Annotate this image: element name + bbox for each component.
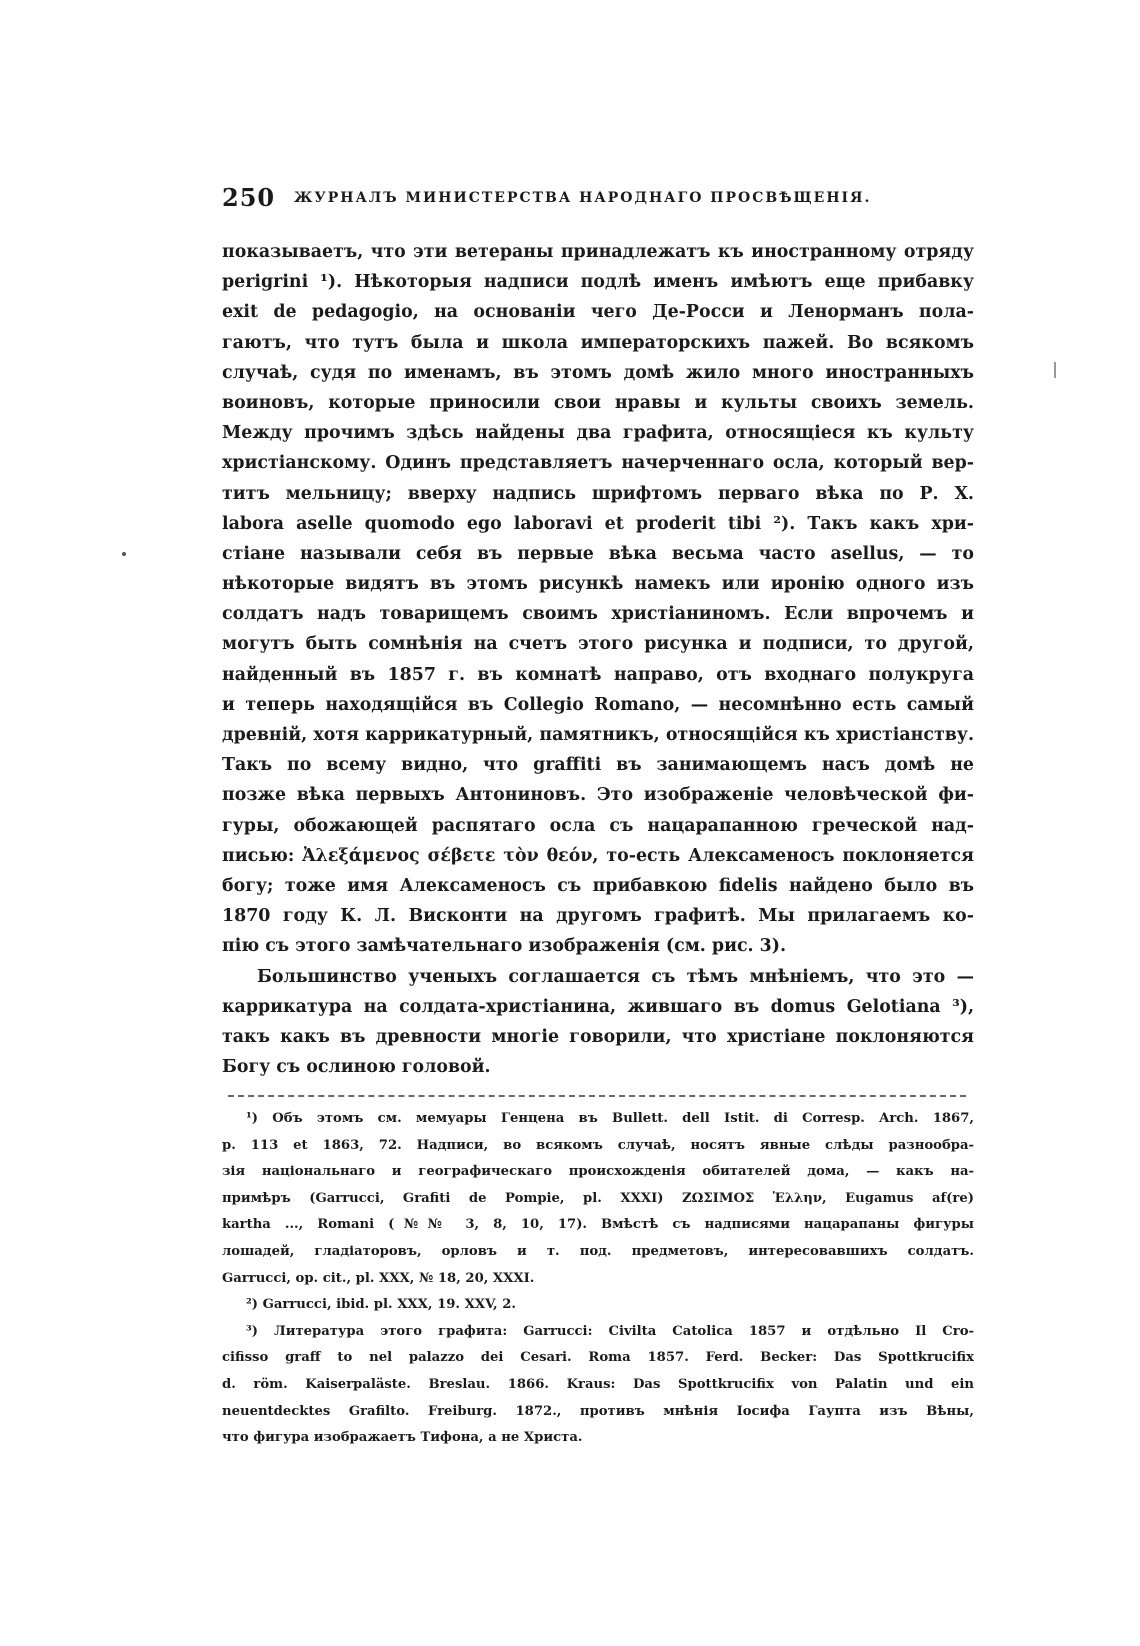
body-line: и теперь находящійся въ Collegio Romano, — несомнѣнно есть самый bbox=[222, 694, 974, 715]
body-line: христіанскому. Одинъ представляетъ начерченнаго осла, который вер- bbox=[222, 453, 974, 474]
footnote-line: ²) Garrucci, ibid. pl. XXX, 19. XXV, 2. bbox=[246, 1297, 516, 1313]
footnote-line: ¹) Объ этомъ см. мемуары Генцена въ Bullett. dell Istit. di Corresp. Arch. 1867, bbox=[246, 1111, 974, 1126]
footnote-line: Garrucci, op. cit., pl. XXX, № 18, 20, XXXI. bbox=[222, 1270, 535, 1286]
page-number: 250 bbox=[222, 183, 276, 212]
body-line: Между прочимъ здѣсь найдены два графита, относящіеся къ культу bbox=[222, 423, 974, 444]
body-line: perigrini ¹). Нѣкоторыя надписи подлѣ именъ имѣютъ еще прибавку bbox=[222, 272, 974, 293]
body-line: богу; тоже имя Алексаменосъ съ прибавкою fidelis найдено было въ bbox=[222, 875, 974, 896]
body-line: найденный въ 1857 г. въ комнатѣ направо, отъ входнаго полукруга bbox=[222, 664, 974, 685]
body-line: Такъ по всему видно, что graffiti въ занимающемъ насъ домѣ не bbox=[222, 755, 974, 776]
footnote-line: cifisso graff to nel palazzo dei Cesari. Roma 1857. Ferd. Becker: Das Spottkrucifix bbox=[222, 1350, 974, 1366]
scan-speck bbox=[122, 552, 126, 556]
body-text bbox=[222, 237, 974, 1082]
body-line: 1870 году К. Л. Висконти на другомъ графитѣ. Мы прилагаемъ ко- bbox=[222, 906, 974, 927]
body-line: labora aselle quomodo ego laboravi et proderit tibi ²). Такъ какъ хри- bbox=[222, 513, 974, 534]
body-line: Богу съ ослиною головой. bbox=[222, 1057, 491, 1078]
scan-speck bbox=[1054, 362, 1056, 378]
body-line: такъ какъ въ древности многіе говорили, что христіане поклоняются bbox=[222, 1026, 974, 1047]
page-header bbox=[222, 183, 952, 217]
body-line: exit de pedagogio, на основаніи чего Де-Росси и Ленорманъ пола- bbox=[222, 302, 974, 323]
footnote-line: примѣръ (Garrucci, Grafiti de Pompie, pl. XXXI) ΖΩΣΙΜΟΣ Ἑλλην, Eugamus af(re) bbox=[222, 1190, 974, 1206]
body-line: каррикатура на солдата-христіанина, жившаго въ domus Gelotiana ³), bbox=[222, 996, 974, 1017]
body-line: писью: Ἀλεξάμενος σέβετε τὸν θεόν, то-есть Алексаменосъ поклоняется bbox=[222, 845, 974, 866]
body-line: воиновъ, которые приносили свои нравы и культы своихъ земель. bbox=[222, 392, 974, 413]
footnote-divider bbox=[228, 1095, 966, 1097]
footnotes bbox=[222, 1106, 974, 1452]
body-line: гуры, обожающей распятаго осла съ нацарапанною греческой над- bbox=[222, 815, 974, 836]
footnote-line: kartha ..., Romani (№№ 3, 8, 10, 17). Вмѣстѣ съ надписями нацарапаны фигуры bbox=[222, 1217, 974, 1233]
body-line: показываетъ, что эти ветераны принадлежатъ къ иностранному отряду bbox=[222, 242, 974, 262]
footnote-line: что фигура изображаетъ Тифона, а не Христа. bbox=[222, 1430, 583, 1446]
body-line: древній, хотя каррикатурный, памятникъ, относящійся къ христіанству. bbox=[222, 725, 974, 745]
body-line: пію съ этого замѣчательнаго изображенія (см. рис. 3). bbox=[222, 936, 787, 957]
body-line: нѣкоторые видятъ въ этомъ рисункѣ намекъ или иронію одного изъ bbox=[222, 574, 974, 595]
body-line: могутъ быть сомнѣнія на счетъ этого рисунка и подписи, то другой, bbox=[222, 634, 974, 655]
body-line: солдатъ надъ товарищемъ своимъ христіаниномъ. Если впрочемъ и bbox=[222, 604, 974, 625]
footnote-line: neuentdecktes Grafilto. Freiburg. 1872., противъ мнѣнія Іосифа Гаупта изъ Вѣны, bbox=[222, 1403, 974, 1419]
footnote-line: зія національнаго и географическаго происхожденія обитателей дома, — какъ на- bbox=[222, 1164, 974, 1180]
body-line: позже вѣка первыхъ Антониновъ. Это изображеніе человѣческой фи- bbox=[222, 785, 974, 806]
running-title: ЖУРНАЛЪ МИНИСТЕРСТВА НАРОДНАГО ПРОСВѢЩЕНІЯ. bbox=[294, 190, 872, 206]
body-line: стіане называли себя въ первые вѣка весьма часто asellus, — то bbox=[222, 543, 974, 564]
footnote-line: p. 113 et 1863, 72. Надписи, во всякомъ случаѣ, носятъ явные слѣды разнообра- bbox=[222, 1137, 974, 1153]
footnote-line: ³) Литература этого графита: Garrucci: Civilta Catolica 1857 и отдѣльно Il Cro- bbox=[246, 1323, 974, 1339]
footnote-line: d. röm. Kaiserpaläste. Breslau. 1866. Kraus: Das Spottkrucifix von Palatin und ein bbox=[222, 1376, 974, 1392]
footnote-line: лошадей, гладіаторовъ, орловъ и т. под. предметовъ, интересовавшихъ солдатъ. bbox=[222, 1243, 974, 1259]
body-line: случаѣ, судя по именамъ, въ этомъ домѣ жило много иностранныхъ bbox=[222, 362, 974, 383]
body-line: Большинство ученыхъ соглашается съ тѣмъ мнѣніемъ, что это — bbox=[257, 966, 974, 987]
body-line: титъ мельницу; вверху надпись шрифтомъ перваго вѣка по Р. Х. bbox=[222, 483, 974, 504]
body-line: гаютъ, что тутъ была и школа императорскихъ пажей. Во всякомъ bbox=[222, 332, 974, 353]
